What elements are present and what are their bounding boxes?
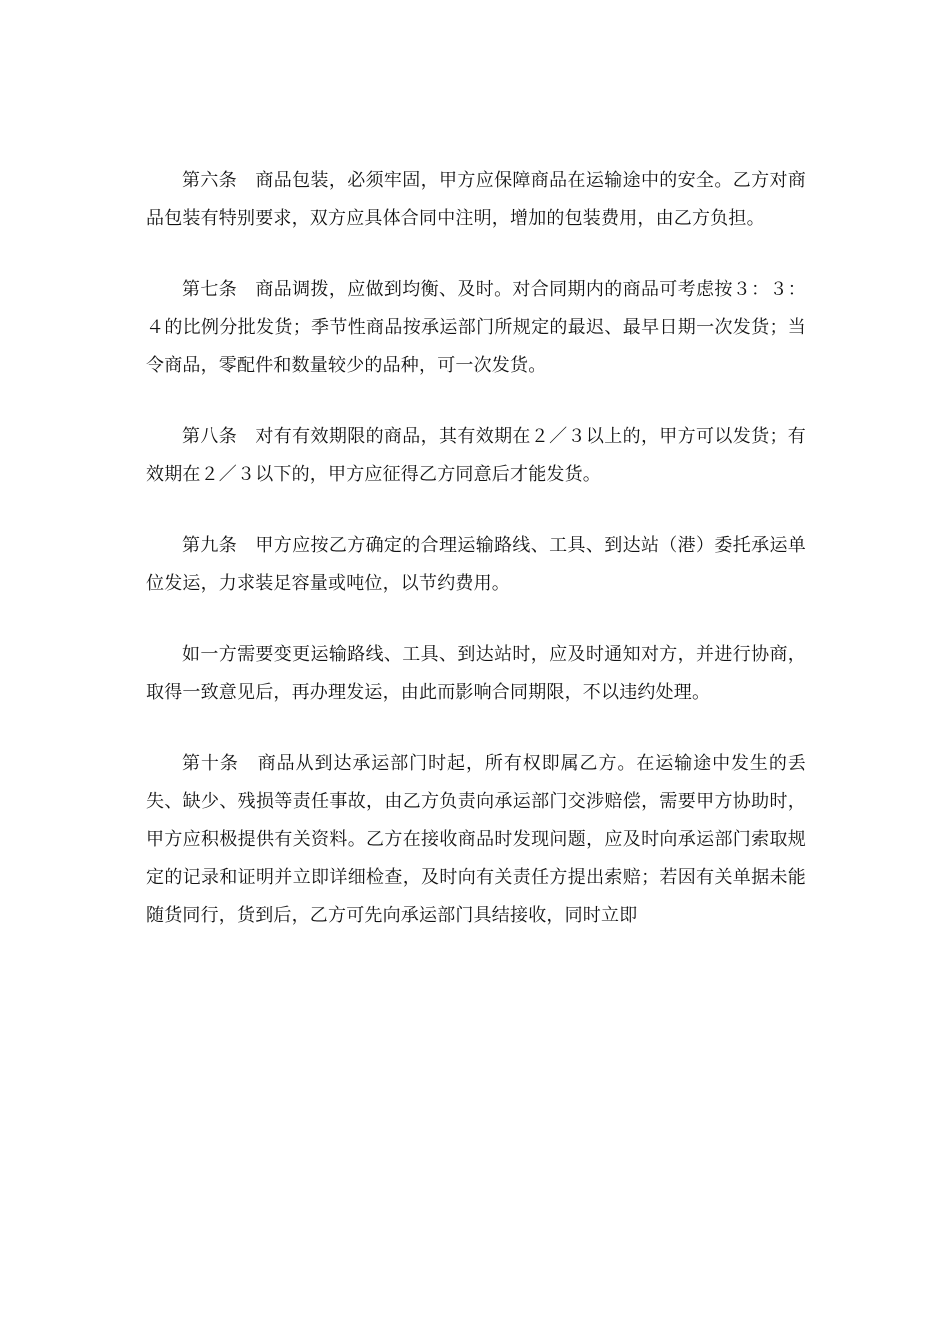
paragraph-gap xyxy=(146,712,806,745)
article-10-paragraph: 第十条 商品从到达承运部门时起，所有权即属乙方。在运输途中发生的丢失、缺少、残损等责任事故，由乙方负责向承运部门交涉赔偿，需要甲方协助时，甲方应积极提供有关资料。乙方在接收商品时发现问题，应及时向承运部门索取规定的记录和证明并立即详细检查，及时向有关责任方提出索赔；若因有关单据未能随货同行，货到后，乙方可先向承运部门具结接收，同时立即 xyxy=(146,753,806,926)
paragraph-gap xyxy=(146,494,806,527)
paragraph-gap xyxy=(146,603,806,636)
article-7-paragraph: 第七条 商品调拨，应做到均衡、及时。对合同期内的商品可考虑按３：３：４的比例分批发货；季节性商品按承运部门所规定的最迟、最早日期一次发货；当令商品，零配件和数量较少的品种，可一次发货。 xyxy=(146,279,806,376)
article-8-paragraph: 第八条 对有有效期限的商品，其有效期在２／３以上的，甲方可以发货；有效期在２／３以下的，甲方应征得乙方同意后才能发货。 xyxy=(146,426,806,485)
paragraph-gap xyxy=(146,385,806,418)
article-6-paragraph: 第六条 商品包装，必须牢固，甲方应保障商品在运输途中的安全。乙方对商品包装有特别要求，双方应具体合同中注明，增加的包装费用，由乙方负担。 xyxy=(146,170,806,229)
paragraph-gap xyxy=(146,238,806,271)
document-body xyxy=(146,162,806,935)
article-9-continuation-paragraph: 如一方需要变更运输路线、工具、到达站时，应及时通知对方，并进行协商，取得一致意见后，再办理发运，由此而影响合同期限，不以违约处理。 xyxy=(146,644,806,703)
article-9-paragraph: 第九条 甲方应按乙方确定的合理运输路线、工具、到达站（港）委托承运单位发运，力求装足容量或吨位，以节约费用。 xyxy=(146,535,806,594)
